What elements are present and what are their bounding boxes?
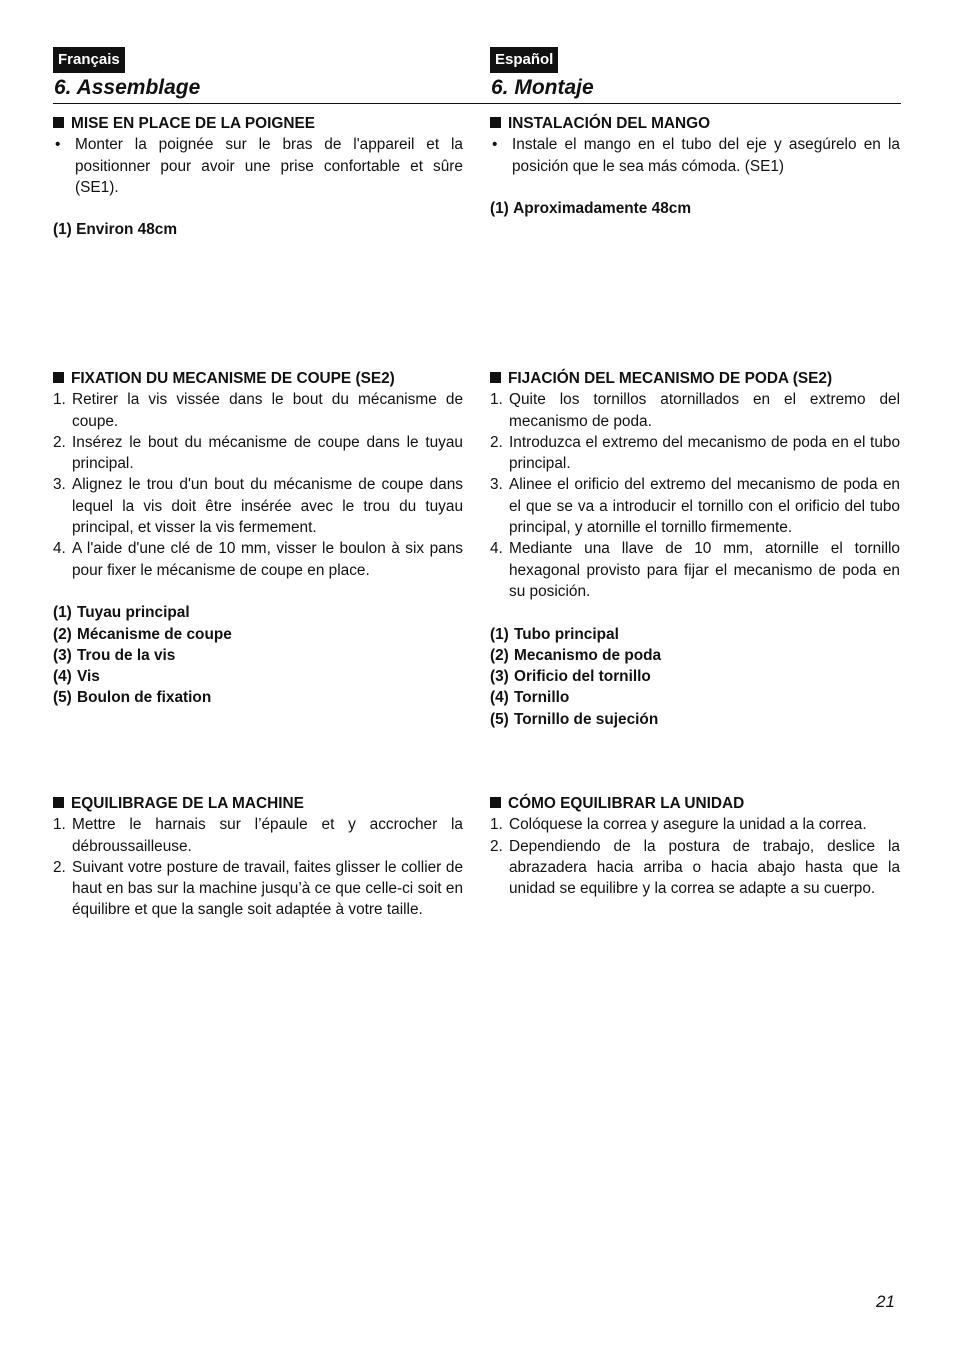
spanish-chapter-title: 6. Montaje xyxy=(491,76,594,99)
figure-labels: (1) Aproximadamente 48cm xyxy=(490,200,692,218)
section-heading: EQUILIBRAGE DE LA MACHINE xyxy=(53,793,463,814)
list-item: 1. Retirer la vis vissée dans le bout du mécanisme de coupe. xyxy=(53,391,463,430)
list-item: • Instale el mango en el tubo del eje y asegúrelo en la posición que le sea más cómoda. (SE1) xyxy=(492,136,900,175)
list-item: 2. Insérez le bout du mécanisme de coupe dans le tuyau principal. xyxy=(53,433,463,473)
french-section-cutting-mechanism xyxy=(53,368,463,709)
figure-labels: (1) Tubo principal (2) Mecanismo de poda (3) Orificio del tornillo (4) Tornillo (5) Tornillo de sujeción xyxy=(490,625,662,728)
list-item: 4. A l'aide d'une clé de 10 mm, visser le boulon à six pans pour fixer le mécanisme de coupe en place. xyxy=(53,540,463,579)
section-heading: FIXATION DU MECANISME DE COUPE (SE2) xyxy=(53,368,463,389)
spanish-section-balancing xyxy=(490,793,900,899)
square-bullet-icon xyxy=(490,797,501,808)
french-chapter-title: 6. Assemblage xyxy=(54,76,201,99)
french-section-handle xyxy=(53,113,463,241)
square-bullet-icon xyxy=(53,117,64,128)
square-bullet-icon xyxy=(490,372,501,383)
french-section-balancing xyxy=(53,793,463,921)
section-heading: MISE EN PLACE DE LA POIGNEE xyxy=(53,113,463,134)
list-item: 1. Colóquese la correa y asegure la unidad a la correa. xyxy=(490,816,867,834)
header-divider xyxy=(53,103,901,104)
figure-labels: (1) Environ 48cm xyxy=(53,221,178,239)
section-heading: FIJACIÓN DEL MECANISMO DE PODA (SE2) xyxy=(490,368,900,389)
square-bullet-icon xyxy=(490,117,501,128)
list-item: 3. Alinee el orificio del extremo del mecanismo de poda en el que se va a introducir el tornillo con el orificio del tubo principal, y atornille el tornillo firmemente. xyxy=(490,476,900,537)
list-item: 1. Mettre le harnais sur l’épaule et y accrocher la débroussailleuse. xyxy=(53,816,463,855)
list-item: 4. Mediante una llave de 10 mm, atornille el tornillo hexagonal provisto para fijar el mecanismo de poda en su posición. xyxy=(490,540,900,600)
list-item: 1. Quite los tornillos atornillados en el extremo del mecanismo de poda. xyxy=(490,391,900,430)
spanish-language-tab: Español xyxy=(490,47,558,73)
list-item: 2. Suivant votre posture de travail, faites glisser le collier de haut en bas sur la machine jusqu’à ce que celle-ci soit en équilibre et que la sangle soit adaptée à votre taille. xyxy=(53,858,463,919)
list-item: 2. Dependiendo de la postura de trabajo, deslice la abrazadera hacia arriba o hacia abajo hasta que la unidad se equilibre y la correa se adapte a su cuerpo. xyxy=(490,837,900,898)
page-number: 21 xyxy=(876,1292,895,1311)
square-bullet-icon xyxy=(53,372,64,383)
list-item: 3. Alignez le trou d'un bout du mécanisme de coupe dans lequel la vis doit être insérée avec le trou du tuyau principal, et visser la vis fermement. xyxy=(53,476,463,537)
french-language-tab: Français xyxy=(53,47,125,73)
section-heading: CÓMO EQUILIBRAR LA UNIDAD xyxy=(490,793,900,814)
spanish-section-pruning-mechanism xyxy=(490,368,900,730)
list-item: 2. Introduzca el extremo del mecanismo de poda en el tubo principal. xyxy=(490,433,900,473)
section-heading: INSTALACIÓN DEL MANGO xyxy=(490,113,900,134)
figure-labels: (1) Tuyau principal (2) Mécanisme de coupe (3) Trou de la vis (4) Vis (5) Boulon de fixation xyxy=(53,604,232,707)
spanish-section-handle xyxy=(490,113,900,219)
list-item: • Monter la poignée sur le bras de l'appareil et la positionner pour avoir une prise confortable et sûre (SE1). xyxy=(55,136,463,196)
square-bullet-icon xyxy=(53,797,64,808)
